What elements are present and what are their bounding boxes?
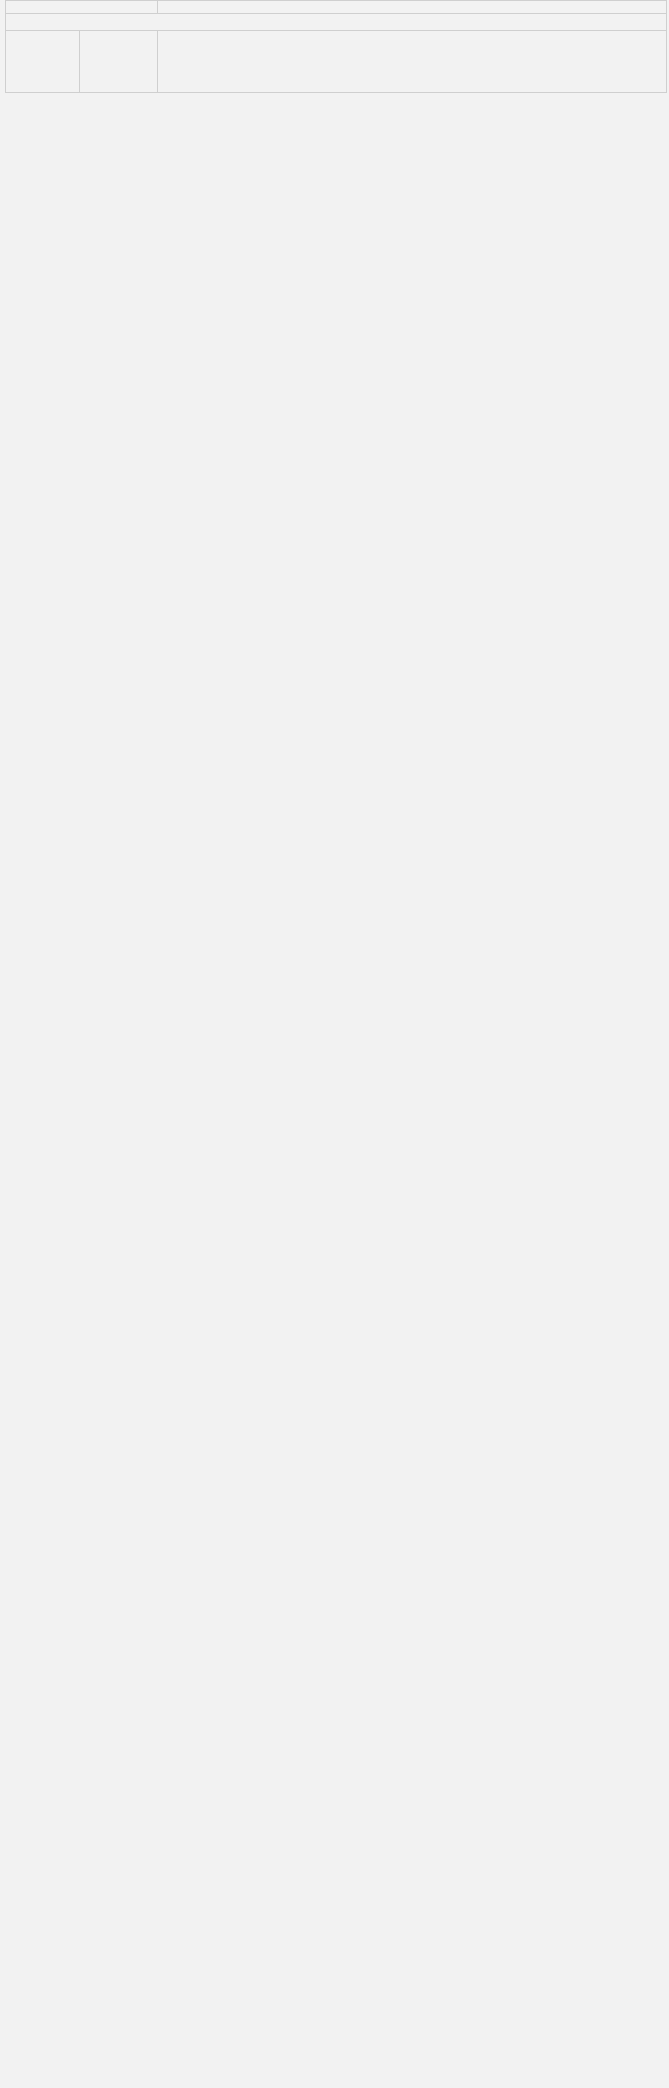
risk-table (5, 0, 667, 93)
header-province (6, 31, 80, 93)
top-blank-cell (6, 1, 158, 14)
header-area (158, 31, 667, 93)
banner-cell (6, 14, 667, 31)
header-row (6, 31, 667, 93)
top-area-cell (158, 1, 667, 14)
header-time (80, 31, 158, 93)
top-list-row (6, 1, 667, 14)
banner-row (6, 14, 667, 31)
